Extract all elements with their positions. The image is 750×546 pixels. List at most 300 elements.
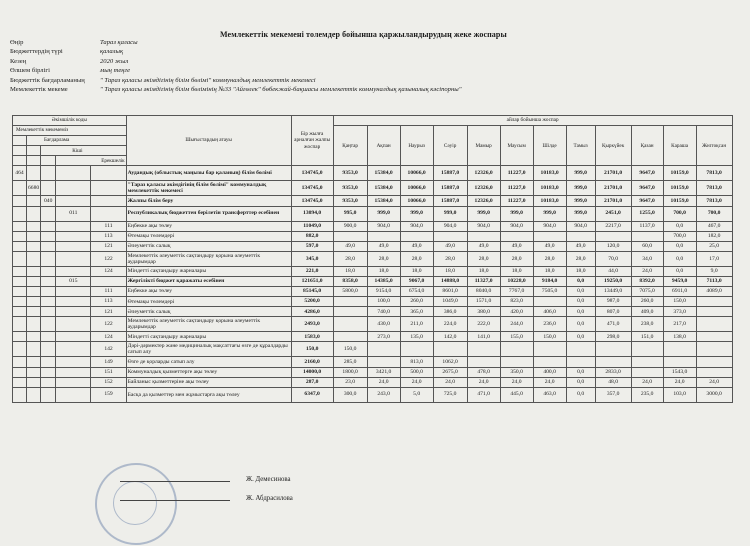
code-cell [91, 166, 126, 181]
code-cell: 122 [91, 317, 126, 332]
financing-plan-table [12, 115, 733, 403]
month-value: 12326,0 [467, 181, 500, 196]
month-value [595, 231, 631, 241]
annual-total: 134745,0 [291, 166, 333, 181]
month-header: Тамыз [566, 126, 595, 166]
month-value: 380,0 [467, 307, 500, 317]
month-value: 3421,0 [367, 367, 400, 377]
signature-line-1 [120, 481, 230, 482]
month-value: 10066,0 [400, 166, 433, 181]
month-value [333, 332, 367, 342]
month-value [595, 342, 631, 357]
code-cell [13, 332, 27, 342]
code-cell [27, 206, 41, 221]
code-cell [41, 287, 56, 297]
month-value: 1049,0 [433, 297, 467, 307]
month-value [433, 231, 467, 241]
month-value: 999,0 [400, 206, 433, 221]
header-label: Бюджеттік бағдарламаның [10, 76, 85, 84]
month-value: 155,0 [500, 332, 533, 342]
code-cell [41, 367, 56, 377]
code-cell [13, 196, 27, 206]
table-row [13, 332, 733, 342]
code-cell [41, 266, 56, 276]
table-row [13, 307, 733, 317]
header-row [10, 76, 461, 85]
code-cell: 122 [91, 251, 126, 266]
month-value [696, 357, 732, 367]
month-value: 12326,0 [467, 166, 500, 181]
code-cell [56, 287, 91, 297]
month-value: 11227,0 [500, 196, 533, 206]
code-cell [56, 241, 91, 251]
month-value: 14888,0 [433, 276, 467, 286]
code-cell: 121 [91, 241, 126, 251]
month-value [333, 317, 367, 332]
table-row [13, 166, 733, 181]
table-row [13, 342, 733, 357]
month-value [467, 357, 500, 367]
month-value [400, 231, 433, 241]
month-value: 0,0 [566, 287, 595, 297]
month-value: 18,0 [467, 266, 500, 276]
month-value: 1543,0 [663, 367, 696, 377]
month-value: 2675,0 [433, 367, 467, 377]
expense-name: Коммуналдық қызметтерге ақы төлеу [126, 367, 291, 377]
month-value: 2451,0 [595, 206, 631, 221]
month-value: 9353,0 [333, 196, 367, 206]
month-value: 18,0 [400, 266, 433, 276]
month-value: 24,0 [533, 377, 566, 387]
code-cell [13, 266, 27, 276]
code-cell [27, 317, 41, 332]
month-value: 5800,0 [333, 287, 367, 297]
code-cell [41, 377, 56, 387]
month-value [500, 342, 533, 357]
header-value: 2020 жыл [100, 57, 129, 65]
month-value: 28,0 [467, 251, 500, 266]
month-value: 904,0 [467, 221, 500, 231]
month-value: 11227,0 [500, 181, 533, 196]
code-cell [41, 221, 56, 231]
month-header: Шілде [533, 126, 566, 166]
month-value: 28,0 [566, 251, 595, 266]
month-value: 49,0 [566, 241, 595, 251]
code-cell [13, 206, 27, 221]
month-value: 995,0 [333, 206, 367, 221]
month-value [566, 357, 595, 367]
code-cell: 6680 [27, 181, 41, 196]
month-value: 211,0 [400, 317, 433, 332]
codes-title: Әкімшілік коды [13, 116, 127, 126]
month-value: 23,0 [333, 377, 367, 387]
code-cell [13, 367, 27, 377]
table-row [13, 387, 733, 402]
month-value [533, 231, 566, 241]
code-cell [41, 357, 56, 367]
month-value: 24,0 [433, 377, 467, 387]
table-row [13, 206, 733, 221]
annual-total: 882,0 [291, 231, 333, 241]
month-value: 740,0 [367, 307, 400, 317]
expense-name: Дәрі-дәрмектер және медициналық мақсаттағы өзге де құралдарды сатып алу [126, 342, 291, 357]
code-indent-cell [27, 156, 41, 166]
month-value: 24,0 [367, 377, 400, 387]
month-value: 999,0 [433, 206, 467, 221]
month-value: 400,0 [533, 367, 566, 377]
month-value: 24,0 [500, 377, 533, 387]
header-value: мың теңге [100, 67, 131, 75]
expense-name: Еңбекке ақы төлеу [126, 287, 291, 297]
expense-name: Әлеуметтік салық [126, 241, 291, 251]
code-level-header: Ерекшелік [56, 156, 126, 166]
code-cell [91, 181, 126, 196]
header-label: Өңір [10, 39, 24, 46]
month-value [696, 307, 732, 317]
code-cell [56, 166, 91, 181]
month-value: 24,0 [663, 377, 696, 387]
month-value: 17,0 [696, 251, 732, 266]
code-level-header: Мемлекеттік мекемеміз [13, 126, 127, 136]
month-value: 365,0 [400, 307, 433, 317]
code-cell [41, 307, 56, 317]
month-value: 0,0 [566, 276, 595, 286]
header-label: Өлшем бірлігі [10, 67, 50, 75]
annual-total: 597,0 [291, 241, 333, 251]
month-value: 28,0 [500, 251, 533, 266]
month-value [467, 231, 500, 241]
month-value: 15887,0 [433, 166, 467, 181]
month-value: 298,0 [595, 332, 631, 342]
month-value: 8358,0 [333, 276, 367, 286]
code-cell: 113 [91, 231, 126, 241]
code-cell: 015 [56, 276, 91, 286]
month-header: Қыркүйек [595, 126, 631, 166]
month-value [500, 357, 533, 367]
annual-total: 5200,0 [291, 297, 333, 307]
expense-name: Мемлекеттік әлеуметтік сақтандыру қорына әлеуметтік аударымдар [126, 317, 291, 332]
month-value: 700,0 [696, 206, 732, 221]
month-value [631, 231, 663, 241]
month-value: 0,0 [566, 317, 595, 332]
month-value: 904,0 [400, 221, 433, 231]
annual-total: 121651,0 [291, 276, 333, 286]
month-value: 9647,0 [631, 166, 663, 181]
code-cell [41, 166, 56, 181]
month-value: 500,0 [400, 367, 433, 377]
month-value [696, 367, 732, 377]
code-cell: 011 [56, 206, 91, 221]
month-value: 1255,0 [631, 206, 663, 221]
month-value: 2217,0 [595, 221, 631, 231]
code-cell [13, 357, 27, 367]
header-value: Тараз қаласы [100, 39, 138, 46]
month-value [663, 342, 696, 357]
code-cell [13, 307, 27, 317]
month-value: 9459,0 [663, 276, 696, 286]
month-value: 49,0 [400, 241, 433, 251]
month-value: 28,0 [533, 251, 566, 266]
month-value: 44,0 [595, 266, 631, 276]
code-cell [13, 317, 27, 332]
month-value: 999,0 [500, 206, 533, 221]
month-value: 357,0 [595, 387, 631, 402]
month-value: 138,0 [663, 332, 696, 342]
month-header: Желтоқсан [696, 126, 732, 166]
month-value: 1137,0 [631, 221, 663, 231]
month-value: 406,0 [533, 307, 566, 317]
code-cell [56, 181, 91, 196]
month-value: 0,0 [566, 377, 595, 387]
month-value: 11327,0 [467, 276, 500, 286]
month-value: 904,0 [566, 221, 595, 231]
month-value: 0,0 [566, 307, 595, 317]
month-value [696, 297, 732, 307]
month-value: 6754,0 [400, 287, 433, 297]
month-value: 9647,0 [631, 196, 663, 206]
code-indent-cell [27, 146, 41, 156]
month-value: 999,0 [566, 206, 595, 221]
month-value [400, 342, 433, 357]
month-value: 7113,0 [696, 276, 732, 286]
month-value: 18,0 [367, 266, 400, 276]
code-cell [13, 251, 27, 266]
month-value: 10183,0 [533, 166, 566, 181]
month-value: 9647,0 [631, 181, 663, 196]
month-header: Ақпан [367, 126, 400, 166]
month-value: 10066,0 [400, 181, 433, 196]
code-level-header: Кіші [41, 146, 126, 156]
header-label: Мемлекеттік мекеме [10, 86, 68, 94]
month-value: 900,0 [333, 221, 367, 231]
code-cell [13, 276, 27, 286]
month-value: 10159,0 [663, 196, 696, 206]
month-value: 18,0 [500, 266, 533, 276]
expense-name: Жалпы білім беру [126, 196, 291, 206]
code-cell [27, 266, 41, 276]
code-cell [56, 231, 91, 241]
month-value: 1800,0 [333, 367, 367, 377]
annual-total: 11049,0 [291, 221, 333, 231]
month-value [595, 357, 631, 367]
month-value: 386,0 [433, 307, 467, 317]
annual-total: 6347,0 [291, 387, 333, 402]
month-value: 135,0 [400, 332, 433, 342]
month-value [566, 342, 595, 357]
expense-name: Жергілікті бюджет қаражаты есебінен [126, 276, 291, 286]
month-value [631, 357, 663, 367]
table-row [13, 276, 733, 286]
header-label: Бюджеттердің түрі [10, 48, 63, 56]
code-cell [56, 357, 91, 367]
total-header: Бір жылға арналған жалпы жоспар [291, 116, 333, 166]
expense-name: Әлеуметтік салық [126, 307, 291, 317]
month-value: 300,0 [333, 387, 367, 402]
month-value: 49,0 [500, 241, 533, 251]
month-value: 999,0 [467, 206, 500, 221]
month-value: 235,0 [631, 387, 663, 402]
month-value: 15887,0 [433, 181, 467, 196]
table-row [13, 317, 733, 332]
month-value: 999,0 [566, 181, 595, 196]
month-value: 150,0 [533, 332, 566, 342]
month-value: 813,0 [400, 357, 433, 367]
expense-name: Байланыс қызметтеріне ақы төлеу [126, 377, 291, 387]
code-cell [41, 342, 56, 357]
month-value [500, 231, 533, 241]
month-value [367, 357, 400, 367]
annual-total: 287,0 [291, 377, 333, 387]
month-value [467, 342, 500, 357]
code-cell [13, 287, 27, 297]
expense-name: Міндетті сақтандыру жарналары [126, 332, 291, 342]
month-value [433, 342, 467, 357]
month-value: 9353,0 [333, 181, 367, 196]
month-value: 13449,0 [595, 287, 631, 297]
code-cell [41, 241, 56, 251]
month-value: 1571,0 [467, 297, 500, 307]
signature-line-2 [120, 500, 230, 501]
month-value: 103,0 [663, 387, 696, 402]
month-value [566, 231, 595, 241]
code-cell [13, 297, 27, 307]
annual-total: 345,0 [291, 251, 333, 266]
code-cell [41, 181, 56, 196]
table-row [13, 196, 733, 206]
code-cell [13, 387, 27, 402]
code-cell [27, 251, 41, 266]
month-value: 285,0 [333, 357, 367, 367]
header-label: Кезең [10, 57, 27, 65]
month-value: 49,0 [433, 241, 467, 251]
table-row [13, 297, 733, 307]
month-value: 10183,0 [533, 181, 566, 196]
expense-name: Өтемақы төлемдері [126, 297, 291, 307]
month-value: 28,0 [433, 251, 467, 266]
table-row [13, 181, 733, 196]
month-value: 0,0 [663, 221, 696, 231]
month-value: 8601,0 [433, 287, 467, 297]
code-cell [27, 367, 41, 377]
month-value: 49,0 [367, 241, 400, 251]
month-value: 373,0 [663, 307, 696, 317]
header-row [10, 57, 461, 66]
code-cell: 159 [91, 387, 126, 402]
table-row [13, 221, 733, 231]
table-row [13, 357, 733, 367]
month-value: 18,0 [533, 266, 566, 276]
month-value: 420,0 [500, 307, 533, 317]
code-cell [27, 241, 41, 251]
annual-total: 2493,0 [291, 317, 333, 332]
month-value: 1062,0 [433, 357, 467, 367]
month-value: 24,0 [696, 377, 732, 387]
month-value: 70,0 [595, 251, 631, 266]
official-seal [95, 463, 177, 545]
month-value: 141,0 [467, 332, 500, 342]
month-value: 25,0 [696, 241, 732, 251]
month-value: 217,0 [663, 317, 696, 332]
header-row [10, 66, 461, 75]
header-value: қалалық [100, 48, 124, 56]
signature-name-1: Ж. Демесинова [246, 476, 291, 483]
document-header [10, 38, 461, 94]
code-cell [27, 332, 41, 342]
month-value [333, 297, 367, 307]
code-cell [91, 196, 126, 206]
month-value [696, 332, 732, 342]
month-value: 0,0 [663, 266, 696, 276]
code-cell [56, 221, 91, 231]
code-cell [13, 221, 27, 231]
code-cell: 124 [91, 332, 126, 342]
table-row [13, 287, 733, 297]
code-cell [56, 251, 91, 266]
month-value: 10183,0 [533, 196, 566, 206]
code-cell: 111 [91, 221, 126, 231]
code-indent-cell [41, 156, 56, 166]
month-value: 904,0 [367, 221, 400, 231]
month-value: 823,0 [500, 297, 533, 307]
name-header: Шығыстардың атауы [126, 116, 291, 166]
annual-total: 2160,0 [291, 357, 333, 367]
month-value: 700,0 [663, 206, 696, 221]
annual-total: 150,0 [291, 342, 333, 357]
code-indent-cell [13, 146, 27, 156]
annual-total: 85145,0 [291, 287, 333, 297]
month-value: 9154,0 [367, 287, 400, 297]
month-value: 8392,0 [631, 276, 663, 286]
code-cell [41, 332, 56, 342]
month-value: 999,0 [566, 196, 595, 206]
table-row [13, 266, 733, 276]
month-value: 28,0 [333, 251, 367, 266]
month-value [631, 367, 663, 377]
code-cell [56, 367, 91, 377]
month-value: 9,0 [696, 266, 732, 276]
code-cell [41, 251, 56, 266]
month-value: 9067,0 [400, 276, 433, 286]
month-value: 10159,0 [663, 181, 696, 196]
month-value: 471,0 [595, 317, 631, 332]
month-value: 350,0 [500, 367, 533, 377]
month-value: 700,0 [663, 231, 696, 241]
code-cell [56, 196, 91, 206]
header-row [10, 47, 461, 56]
month-value: 12326,0 [467, 196, 500, 206]
month-value [367, 231, 400, 241]
month-value: 18,0 [333, 266, 367, 276]
table-header-row [13, 116, 733, 126]
month-value: 467,0 [696, 221, 732, 231]
expense-name: Республикалық бюджеттен берілетін трансферттер есебінен [126, 206, 291, 221]
month-value: 238,0 [631, 317, 663, 332]
month-value [367, 342, 400, 357]
month-value: 273,0 [367, 332, 400, 342]
expense-name: Өтемақы төлемдері [126, 231, 291, 241]
month-value: 49,0 [533, 241, 566, 251]
month-value [333, 307, 367, 317]
code-cell [41, 231, 56, 241]
month-value: 15384,0 [367, 196, 400, 206]
table-row [13, 231, 733, 241]
code-cell [27, 231, 41, 241]
code-cell [27, 297, 41, 307]
annual-total: 13094,0 [291, 206, 333, 221]
header-value: " Тараз қаласы әкімдігінің білім бөлімі" коммуналдық мемлекеттік мекемесі [100, 76, 316, 84]
month-value: 9184,0 [533, 276, 566, 286]
month-value: 409,0 [631, 307, 663, 317]
